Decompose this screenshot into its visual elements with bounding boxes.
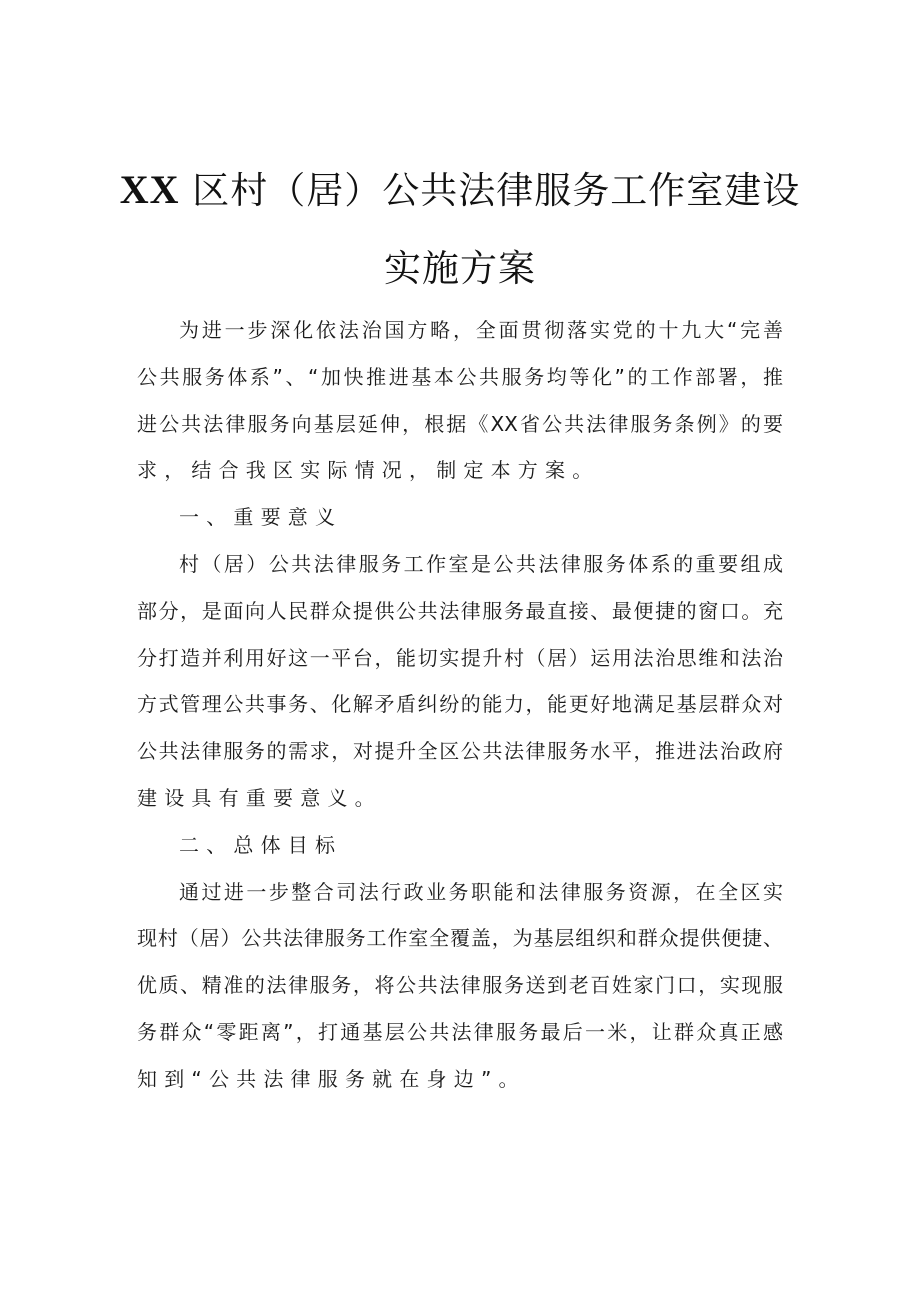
- title-text: 区村（居）公共法律服务工作室建设: [192, 169, 801, 212]
- document-title-line-1: [0, 160, 920, 214]
- text-line: 方式管理公共事务、化解矛盾纠纷的能力，能更好地满足基层群众对: [137, 692, 783, 717]
- text-line: 求，结合我区实际情况，制定本方案。: [137, 458, 600, 483]
- text-line: 公共法律服务的需求，对提升全区公共法律服务水平，推进法治政府: [137, 739, 783, 764]
- text-line: 建设具有重要意义。: [137, 785, 382, 810]
- text-line: 公共服务体系”、“加快推进基本公共服务均等化”的工作部署，推: [137, 364, 783, 389]
- text-line: 通过进一步整合司法行政业务职能和法律服务资源，在全区实: [179, 879, 783, 904]
- text-line: 村（居）公共法律服务工作室是公共法律服务体系的重要组成: [179, 551, 783, 576]
- text-line: 现村（居）公共法律服务工作室全覆盖，为基层组织和群众提供便捷、: [137, 926, 783, 951]
- title-prefix: XX: [119, 167, 180, 212]
- text-line: 务群众“零距离”，打通基层公共法律服务最后一米，让群众真正感: [137, 1019, 783, 1044]
- text-line: 一、重要意义: [179, 505, 343, 530]
- text-line: 分打造并利用好这一平台，能切实提升村（居）运用法治思维和法治: [137, 645, 783, 670]
- text-line: 进公共法律服务向基层延伸，根据《XX省公共法律服务条例》的要: [137, 411, 783, 436]
- text-line: 部分，是面向人民群众提供公共法律服务最直接、最便捷的窗口。充: [137, 598, 783, 623]
- text-line: 知到“公共法律服务就在身边”。: [137, 1066, 526, 1091]
- text-line: 优质、精准的法律服务，将公共法律服务送到老百姓家门口，实现服: [137, 973, 783, 998]
- document-body: [137, 312, 783, 1108]
- text-line: 为进一步深化依法治国方略，全面贯彻落实党的十九大“完善: [179, 318, 783, 342]
- text-line: 二、总体目标: [179, 832, 343, 857]
- document-title-line-2: 实施方案: [384, 247, 536, 290]
